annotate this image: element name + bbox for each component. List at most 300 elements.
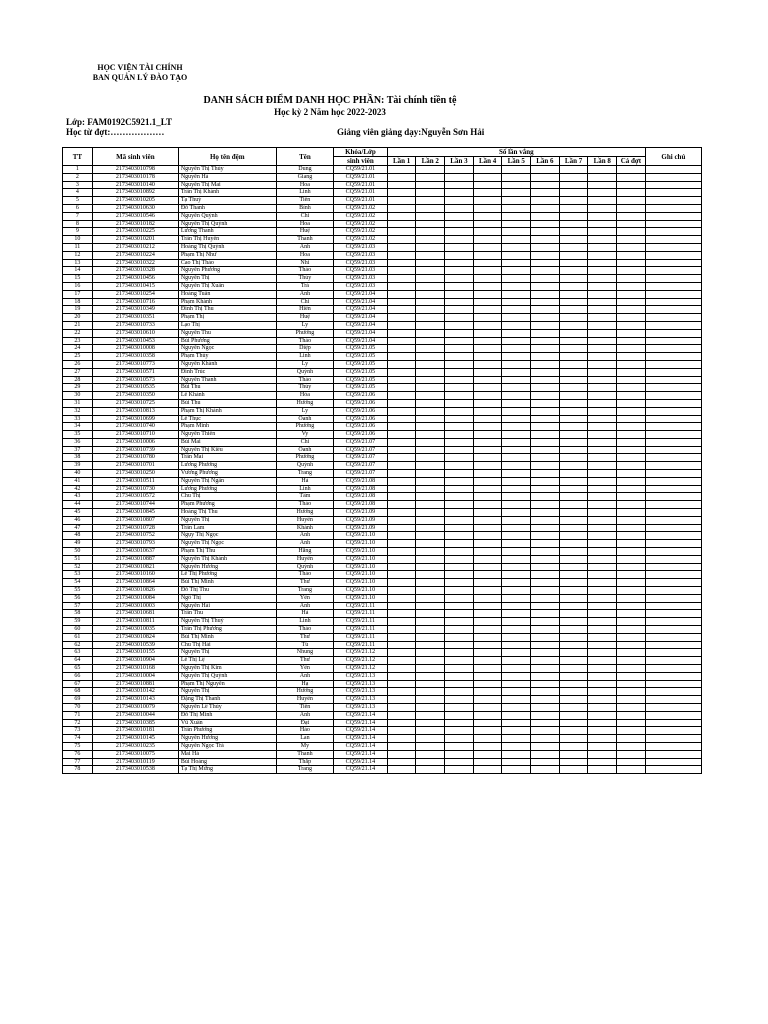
note-cell[interactable] [645, 579, 701, 587]
note-cell[interactable] [645, 368, 701, 376]
absence-cell[interactable] [531, 181, 560, 189]
absence-cell[interactable] [617, 353, 646, 361]
absence-cell[interactable] [387, 360, 416, 368]
note-cell[interactable] [645, 618, 701, 626]
absence-cell[interactable] [559, 509, 588, 517]
absence-cell[interactable] [416, 189, 445, 197]
absence-cell[interactable] [559, 251, 588, 259]
absence-cell[interactable] [588, 696, 617, 704]
absence-cell[interactable] [416, 275, 445, 283]
absence-cell[interactable] [502, 485, 531, 493]
absence-cell[interactable] [445, 633, 474, 641]
note-cell[interactable] [645, 470, 701, 478]
absence-cell[interactable] [588, 462, 617, 470]
note-cell[interactable] [645, 181, 701, 189]
absence-cell[interactable] [416, 750, 445, 758]
absence-cell[interactable] [387, 711, 416, 719]
absence-cell[interactable] [617, 431, 646, 439]
absence-cell[interactable] [387, 594, 416, 602]
absence-cell[interactable] [473, 742, 502, 750]
absence-cell[interactable] [502, 493, 531, 501]
absence-cell[interactable] [445, 571, 474, 579]
absence-cell[interactable] [502, 306, 531, 314]
absence-cell[interactable] [559, 633, 588, 641]
absence-cell[interactable] [531, 641, 560, 649]
absence-cell[interactable] [588, 197, 617, 205]
absence-cell[interactable] [445, 392, 474, 400]
note-cell[interactable] [645, 329, 701, 337]
absence-cell[interactable] [387, 392, 416, 400]
absence-cell[interactable] [588, 540, 617, 548]
note-cell[interactable] [645, 407, 701, 415]
absence-cell[interactable] [617, 329, 646, 337]
absence-cell[interactable] [416, 446, 445, 454]
absence-cell[interactable] [416, 212, 445, 220]
absence-cell[interactable] [473, 602, 502, 610]
absence-cell[interactable] [502, 329, 531, 337]
absence-cell[interactable] [502, 228, 531, 236]
absence-cell[interactable] [531, 540, 560, 548]
absence-cell[interactable] [531, 524, 560, 532]
absence-cell[interactable] [531, 555, 560, 563]
absence-cell[interactable] [416, 735, 445, 743]
absence-cell[interactable] [502, 672, 531, 680]
absence-cell[interactable] [588, 431, 617, 439]
note-cell[interactable] [645, 727, 701, 735]
absence-cell[interactable] [588, 345, 617, 353]
absence-cell[interactable] [559, 438, 588, 446]
absence-cell[interactable] [387, 672, 416, 680]
absence-cell[interactable] [559, 548, 588, 556]
absence-cell[interactable] [559, 563, 588, 571]
absence-cell[interactable] [387, 290, 416, 298]
absence-cell[interactable] [588, 275, 617, 283]
absence-cell[interactable] [416, 376, 445, 384]
absence-cell[interactable] [473, 633, 502, 641]
absence-cell[interactable] [588, 353, 617, 361]
absence-cell[interactable] [502, 345, 531, 353]
absence-cell[interactable] [559, 423, 588, 431]
absence-cell[interactable] [559, 173, 588, 181]
absence-cell[interactable] [559, 392, 588, 400]
absence-cell[interactable] [502, 189, 531, 197]
absence-cell[interactable] [531, 204, 560, 212]
absence-cell[interactable] [588, 626, 617, 634]
absence-cell[interactable] [559, 243, 588, 251]
absence-cell[interactable] [473, 298, 502, 306]
absence-cell[interactable] [473, 189, 502, 197]
absence-cell[interactable] [531, 415, 560, 423]
absence-cell[interactable] [502, 259, 531, 267]
absence-cell[interactable] [473, 431, 502, 439]
absence-cell[interactable] [559, 602, 588, 610]
absence-cell[interactable] [387, 696, 416, 704]
absence-cell[interactable] [416, 314, 445, 322]
absence-cell[interactable] [559, 540, 588, 548]
note-cell[interactable] [645, 275, 701, 283]
absence-cell[interactable] [588, 314, 617, 322]
absence-cell[interactable] [617, 197, 646, 205]
absence-cell[interactable] [416, 563, 445, 571]
absence-cell[interactable] [559, 532, 588, 540]
note-cell[interactable] [645, 431, 701, 439]
absence-cell[interactable] [416, 360, 445, 368]
note-cell[interactable] [645, 306, 701, 314]
absence-cell[interactable] [416, 282, 445, 290]
absence-cell[interactable] [473, 649, 502, 657]
absence-cell[interactable] [473, 166, 502, 174]
absence-cell[interactable] [445, 477, 474, 485]
note-cell[interactable] [645, 345, 701, 353]
absence-cell[interactable] [559, 454, 588, 462]
absence-cell[interactable] [387, 633, 416, 641]
absence-cell[interactable] [473, 368, 502, 376]
absence-cell[interactable] [617, 548, 646, 556]
absence-cell[interactable] [531, 742, 560, 750]
absence-cell[interactable] [387, 181, 416, 189]
absence-cell[interactable] [416, 587, 445, 595]
note-cell[interactable] [645, 314, 701, 322]
absence-cell[interactable] [473, 563, 502, 571]
absence-cell[interactable] [502, 267, 531, 275]
absence-cell[interactable] [617, 345, 646, 353]
absence-cell[interactable] [588, 282, 617, 290]
absence-cell[interactable] [617, 711, 646, 719]
absence-cell[interactable] [387, 166, 416, 174]
absence-cell[interactable] [445, 376, 474, 384]
absence-cell[interactable] [559, 384, 588, 392]
absence-cell[interactable] [416, 220, 445, 228]
note-cell[interactable] [645, 189, 701, 197]
absence-cell[interactable] [502, 555, 531, 563]
absence-cell[interactable] [445, 236, 474, 244]
absence-cell[interactable] [387, 259, 416, 267]
absence-cell[interactable] [588, 415, 617, 423]
absence-cell[interactable] [617, 275, 646, 283]
absence-cell[interactable] [387, 306, 416, 314]
absence-cell[interactable] [473, 462, 502, 470]
absence-cell[interactable] [502, 204, 531, 212]
note-cell[interactable] [645, 719, 701, 727]
absence-cell[interactable] [617, 509, 646, 517]
absence-cell[interactable] [617, 446, 646, 454]
absence-cell[interactable] [387, 228, 416, 236]
absence-cell[interactable] [473, 306, 502, 314]
absence-cell[interactable] [416, 321, 445, 329]
absence-cell[interactable] [473, 345, 502, 353]
absence-cell[interactable] [617, 314, 646, 322]
absence-cell[interactable] [617, 618, 646, 626]
absence-cell[interactable] [387, 454, 416, 462]
absence-cell[interactable] [502, 516, 531, 524]
absence-cell[interactable] [531, 384, 560, 392]
note-cell[interactable] [645, 204, 701, 212]
absence-cell[interactable] [617, 259, 646, 267]
absence-cell[interactable] [387, 197, 416, 205]
absence-cell[interactable] [416, 641, 445, 649]
absence-cell[interactable] [416, 665, 445, 673]
absence-cell[interactable] [502, 509, 531, 517]
absence-cell[interactable] [617, 173, 646, 181]
absence-cell[interactable] [588, 649, 617, 657]
absence-cell[interactable] [617, 462, 646, 470]
absence-cell[interactable] [473, 438, 502, 446]
absence-cell[interactable] [617, 236, 646, 244]
absence-cell[interactable] [473, 282, 502, 290]
absence-cell[interactable] [445, 555, 474, 563]
absence-cell[interactable] [387, 602, 416, 610]
absence-cell[interactable] [502, 657, 531, 665]
absence-cell[interactable] [531, 423, 560, 431]
absence-cell[interactable] [416, 470, 445, 478]
absence-cell[interactable] [617, 532, 646, 540]
absence-cell[interactable] [473, 516, 502, 524]
absence-cell[interactable] [502, 501, 531, 509]
note-cell[interactable] [645, 290, 701, 298]
absence-cell[interactable] [559, 742, 588, 750]
absence-cell[interactable] [502, 243, 531, 251]
absence-cell[interactable] [445, 657, 474, 665]
absence-cell[interactable] [416, 345, 445, 353]
absence-cell[interactable] [445, 228, 474, 236]
absence-cell[interactable] [617, 555, 646, 563]
absence-cell[interactable] [445, 166, 474, 174]
absence-cell[interactable] [416, 766, 445, 774]
absence-cell[interactable] [445, 758, 474, 766]
absence-cell[interactable] [531, 446, 560, 454]
absence-cell[interactable] [445, 384, 474, 392]
absence-cell[interactable] [559, 750, 588, 758]
absence-cell[interactable] [473, 696, 502, 704]
absence-cell[interactable] [502, 742, 531, 750]
absence-cell[interactable] [531, 197, 560, 205]
absence-cell[interactable] [502, 470, 531, 478]
absence-cell[interactable] [588, 392, 617, 400]
absence-cell[interactable] [559, 649, 588, 657]
absence-cell[interactable] [588, 493, 617, 501]
absence-cell[interactable] [473, 173, 502, 181]
absence-cell[interactable] [445, 719, 474, 727]
absence-cell[interactable] [531, 680, 560, 688]
absence-cell[interactable] [445, 173, 474, 181]
absence-cell[interactable] [416, 298, 445, 306]
absence-cell[interactable] [617, 719, 646, 727]
absence-cell[interactable] [473, 672, 502, 680]
absence-cell[interactable] [531, 719, 560, 727]
absence-cell[interactable] [416, 703, 445, 711]
absence-cell[interactable] [416, 516, 445, 524]
absence-cell[interactable] [473, 571, 502, 579]
absence-cell[interactable] [445, 314, 474, 322]
absence-cell[interactable] [588, 477, 617, 485]
absence-cell[interactable] [617, 633, 646, 641]
note-cell[interactable] [645, 571, 701, 579]
absence-cell[interactable] [473, 407, 502, 415]
note-cell[interactable] [645, 657, 701, 665]
absence-cell[interactable] [531, 688, 560, 696]
note-cell[interactable] [645, 711, 701, 719]
absence-cell[interactable] [502, 758, 531, 766]
absence-cell[interactable] [559, 524, 588, 532]
absence-cell[interactable] [445, 189, 474, 197]
absence-cell[interactable] [445, 329, 474, 337]
absence-cell[interactable] [588, 485, 617, 493]
absence-cell[interactable] [559, 197, 588, 205]
absence-cell[interactable] [588, 220, 617, 228]
absence-cell[interactable] [617, 181, 646, 189]
absence-cell[interactable] [473, 485, 502, 493]
absence-cell[interactable] [387, 220, 416, 228]
absence-cell[interactable] [473, 680, 502, 688]
absence-cell[interactable] [502, 392, 531, 400]
absence-cell[interactable] [387, 275, 416, 283]
absence-cell[interactable] [531, 275, 560, 283]
absence-cell[interactable] [617, 407, 646, 415]
absence-cell[interactable] [531, 376, 560, 384]
absence-cell[interactable] [502, 727, 531, 735]
absence-cell[interactable] [387, 423, 416, 431]
absence-cell[interactable] [473, 275, 502, 283]
absence-cell[interactable] [559, 696, 588, 704]
absence-cell[interactable] [588, 376, 617, 384]
absence-cell[interactable] [559, 407, 588, 415]
absence-cell[interactable] [531, 329, 560, 337]
absence-cell[interactable] [559, 703, 588, 711]
absence-cell[interactable] [416, 727, 445, 735]
absence-cell[interactable] [588, 548, 617, 556]
absence-cell[interactable] [445, 563, 474, 571]
absence-cell[interactable] [588, 228, 617, 236]
absence-cell[interactable] [502, 321, 531, 329]
note-cell[interactable] [645, 758, 701, 766]
absence-cell[interactable] [416, 618, 445, 626]
note-cell[interactable] [645, 587, 701, 595]
absence-cell[interactable] [588, 727, 617, 735]
absence-cell[interactable] [617, 282, 646, 290]
absence-cell[interactable] [617, 657, 646, 665]
absence-cell[interactable] [416, 431, 445, 439]
absence-cell[interactable] [588, 555, 617, 563]
absence-cell[interactable] [445, 321, 474, 329]
absence-cell[interactable] [588, 735, 617, 743]
absence-cell[interactable] [445, 540, 474, 548]
absence-cell[interactable] [559, 314, 588, 322]
absence-cell[interactable] [416, 555, 445, 563]
absence-cell[interactable] [531, 220, 560, 228]
absence-cell[interactable] [617, 376, 646, 384]
absence-cell[interactable] [559, 477, 588, 485]
absence-cell[interactable] [502, 407, 531, 415]
absence-cell[interactable] [416, 407, 445, 415]
absence-cell[interactable] [531, 571, 560, 579]
absence-cell[interactable] [387, 532, 416, 540]
absence-cell[interactable] [445, 626, 474, 634]
absence-cell[interactable] [531, 173, 560, 181]
absence-cell[interactable] [617, 696, 646, 704]
absence-cell[interactable] [473, 197, 502, 205]
absence-cell[interactable] [588, 384, 617, 392]
absence-cell[interactable] [502, 711, 531, 719]
absence-cell[interactable] [473, 618, 502, 626]
absence-cell[interactable] [531, 758, 560, 766]
absence-cell[interactable] [445, 727, 474, 735]
note-cell[interactable] [645, 735, 701, 743]
absence-cell[interactable] [387, 212, 416, 220]
absence-cell[interactable] [502, 626, 531, 634]
absence-cell[interactable] [559, 166, 588, 174]
absence-cell[interactable] [387, 727, 416, 735]
absence-cell[interactable] [502, 423, 531, 431]
absence-cell[interactable] [445, 212, 474, 220]
absence-cell[interactable] [502, 298, 531, 306]
absence-cell[interactable] [473, 493, 502, 501]
note-cell[interactable] [645, 750, 701, 758]
absence-cell[interactable] [387, 703, 416, 711]
absence-cell[interactable] [588, 259, 617, 267]
absence-cell[interactable] [588, 618, 617, 626]
absence-cell[interactable] [416, 197, 445, 205]
absence-cell[interactable] [387, 399, 416, 407]
absence-cell[interactable] [559, 618, 588, 626]
absence-cell[interactable] [617, 251, 646, 259]
absence-cell[interactable] [416, 306, 445, 314]
absence-cell[interactable] [588, 337, 617, 345]
absence-cell[interactable] [445, 204, 474, 212]
note-cell[interactable] [645, 236, 701, 244]
absence-cell[interactable] [588, 173, 617, 181]
absence-cell[interactable] [617, 501, 646, 509]
absence-cell[interactable] [617, 594, 646, 602]
absence-cell[interactable] [473, 688, 502, 696]
absence-cell[interactable] [387, 680, 416, 688]
absence-cell[interactable] [445, 415, 474, 423]
absence-cell[interactable] [559, 587, 588, 595]
absence-cell[interactable] [531, 703, 560, 711]
absence-cell[interactable] [531, 665, 560, 673]
absence-cell[interactable] [416, 228, 445, 236]
absence-cell[interactable] [445, 618, 474, 626]
absence-cell[interactable] [445, 750, 474, 758]
absence-cell[interactable] [445, 282, 474, 290]
absence-cell[interactable] [531, 696, 560, 704]
absence-cell[interactable] [617, 392, 646, 400]
absence-cell[interactable] [617, 727, 646, 735]
absence-cell[interactable] [531, 368, 560, 376]
absence-cell[interactable] [473, 212, 502, 220]
absence-cell[interactable] [617, 579, 646, 587]
absence-cell[interactable] [387, 485, 416, 493]
absence-cell[interactable] [617, 267, 646, 275]
note-cell[interactable] [645, 766, 701, 774]
absence-cell[interactable] [502, 415, 531, 423]
absence-cell[interactable] [502, 696, 531, 704]
absence-cell[interactable] [416, 392, 445, 400]
absence-cell[interactable] [588, 680, 617, 688]
absence-cell[interactable] [502, 275, 531, 283]
note-cell[interactable] [645, 633, 701, 641]
absence-cell[interactable] [588, 407, 617, 415]
absence-cell[interactable] [473, 626, 502, 634]
absence-cell[interactable] [588, 758, 617, 766]
absence-cell[interactable] [617, 516, 646, 524]
absence-cell[interactable] [588, 750, 617, 758]
note-cell[interactable] [645, 563, 701, 571]
absence-cell[interactable] [588, 657, 617, 665]
absence-cell[interactable] [473, 220, 502, 228]
absence-cell[interactable] [473, 228, 502, 236]
absence-cell[interactable] [473, 353, 502, 361]
absence-cell[interactable] [445, 251, 474, 259]
